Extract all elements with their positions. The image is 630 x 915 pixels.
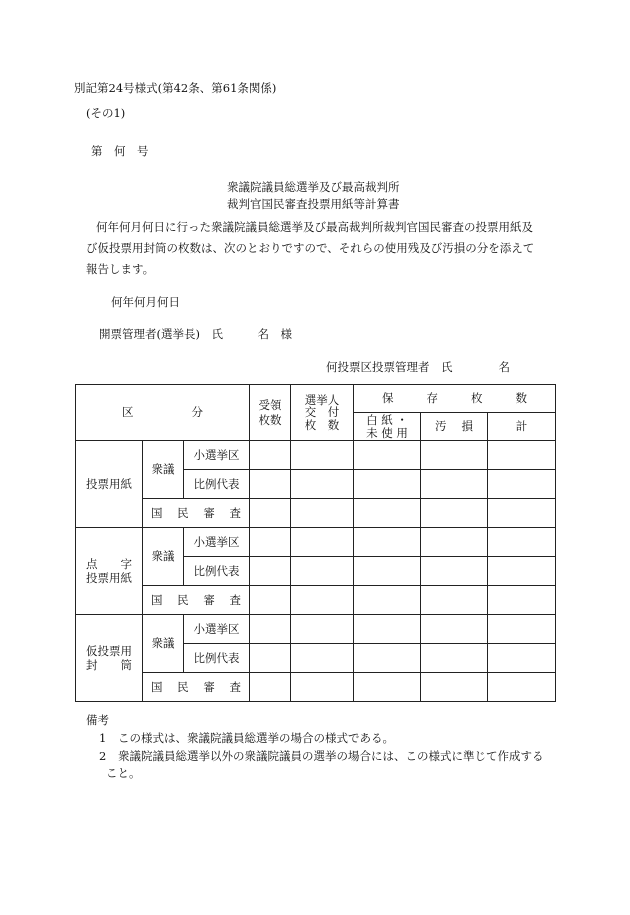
row-label: 小選挙区 (184, 615, 250, 644)
cell[interactable] (488, 557, 556, 586)
cell[interactable] (421, 470, 488, 499)
cell[interactable] (250, 528, 291, 557)
header-delivered-count: 選挙人 交 付 枚 数 (291, 385, 354, 441)
cell[interactable] (488, 615, 556, 644)
cell[interactable] (421, 528, 488, 557)
sub-label: (その1) (86, 106, 126, 120)
cell[interactable] (291, 499, 354, 528)
kokumin-label: 国 民 審 査 (143, 499, 250, 528)
cell[interactable] (354, 557, 421, 586)
row-label: 小選挙区 (184, 528, 250, 557)
cell[interactable] (250, 586, 291, 615)
group-label: 投票用紙 (76, 441, 143, 528)
cell[interactable] (250, 441, 291, 470)
title-line-1: 衆議院議員総選挙及び最高裁判所 (227, 180, 400, 194)
cell[interactable] (488, 586, 556, 615)
cell[interactable] (354, 528, 421, 557)
table-row (76, 499, 556, 528)
addressee: 開票管理者(選挙長) 氏 名 様 (99, 327, 292, 341)
form-label: 別記第24号様式(第42条、第61条関係) (74, 81, 277, 95)
header-kept-count: 保 存 枚 数 (354, 385, 556, 413)
table-row (76, 615, 556, 644)
cell[interactable] (291, 615, 354, 644)
remarks-item: 2 衆議院議員総選挙以外の衆議院議員の選挙の場合には、この様式に準じて作成する こと。 (99, 748, 544, 781)
cell[interactable] (250, 557, 291, 586)
cell[interactable] (421, 644, 488, 673)
table-row (76, 441, 556, 470)
cell[interactable] (421, 557, 488, 586)
kokumin-label: 国 民 審 査 (143, 673, 250, 702)
body-line-2: び仮投票用封筒の枚数は、次のとおりですので、それらの使用残及び汚損の分を添えて (86, 241, 535, 255)
body-line-3: 報告します。 (86, 262, 155, 276)
header-soiled: 汚 損 (421, 413, 488, 441)
cell[interactable] (488, 644, 556, 673)
row-label: 小選挙区 (184, 441, 250, 470)
remarks-heading: 備考 (86, 713, 109, 727)
header-row-1 (76, 385, 556, 413)
header-blank-unused: 白 紙 ・ 未 使 用 (354, 413, 421, 441)
cell[interactable] (354, 586, 421, 615)
cell[interactable] (354, 615, 421, 644)
remarks (86, 712, 566, 783)
cell[interactable] (250, 673, 291, 702)
table-row (76, 528, 556, 557)
title-line-2: 裁判官国民審査投票用紙等計算書 (227, 197, 400, 211)
cell[interactable] (488, 499, 556, 528)
cell[interactable] (250, 644, 291, 673)
cell[interactable] (421, 673, 488, 702)
cell[interactable] (488, 528, 556, 557)
cell[interactable] (291, 557, 354, 586)
header-total: 計 (488, 413, 556, 441)
cell[interactable] (250, 470, 291, 499)
cell[interactable] (421, 441, 488, 470)
row-label: 比例代表 (184, 557, 250, 586)
table-row (76, 586, 556, 615)
header-kubun: 区 分 (76, 385, 250, 441)
table-row (76, 673, 556, 702)
shugi-label: 衆議 (143, 528, 184, 586)
group-label: 点 字 投票用紙 (76, 528, 143, 615)
cell[interactable] (291, 441, 354, 470)
cell[interactable] (291, 586, 354, 615)
cell[interactable] (354, 673, 421, 702)
cell[interactable] (291, 470, 354, 499)
cell[interactable] (488, 441, 556, 470)
body-line-1: 何年何月何日に行った衆議院議員総選挙及び最高裁判所裁判官国民審査の投票用紙及 (96, 220, 533, 234)
cell[interactable] (421, 499, 488, 528)
row-label: 比例代表 (184, 470, 250, 499)
cell[interactable] (250, 615, 291, 644)
kokumin-label: 国 民 審 査 (143, 586, 250, 615)
row-label: 比例代表 (184, 644, 250, 673)
cell[interactable] (421, 586, 488, 615)
shugi-label: 衆議 (143, 615, 184, 673)
cell[interactable] (488, 470, 556, 499)
cell[interactable] (354, 470, 421, 499)
cell[interactable] (421, 615, 488, 644)
group-label: 仮投票用 封 筒 (76, 615, 143, 702)
cell[interactable] (354, 499, 421, 528)
calculation-table (75, 384, 556, 702)
header-received-count: 受領 枚数 (250, 385, 291, 441)
report-date: 何年何月何日 (111, 295, 180, 309)
sender: 何投票区投票管理者 氏 名 (326, 360, 510, 374)
cell[interactable] (291, 644, 354, 673)
cell[interactable] (354, 441, 421, 470)
cell[interactable] (354, 644, 421, 673)
document-number: 第 何 号 (91, 144, 149, 158)
cell[interactable] (291, 528, 354, 557)
remarks-item: 1 この様式は、衆議院議員総選挙の場合の様式である。 (99, 730, 394, 745)
cell[interactable] (488, 673, 556, 702)
cell[interactable] (250, 499, 291, 528)
cell[interactable] (291, 673, 354, 702)
shugi-label: 衆議 (143, 441, 184, 499)
